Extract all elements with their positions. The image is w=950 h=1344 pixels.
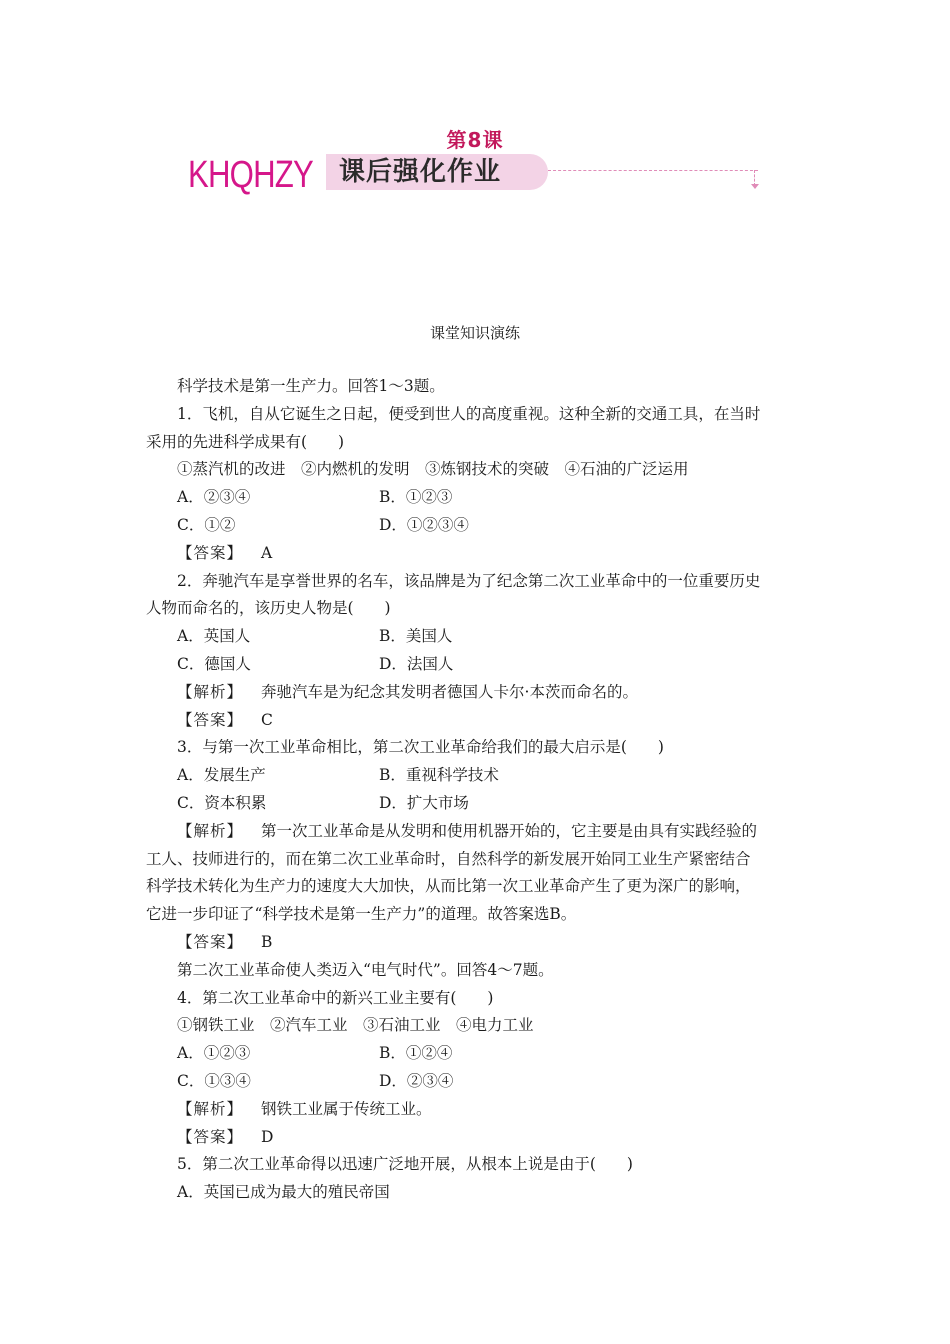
exercise-body — [146, 373, 808, 1207]
option-a: A．英国已成为最大的殖民帝国 — [177, 1183, 390, 1202]
question-1-stem-cont: 采用的先进科学成果有( ) — [146, 432, 345, 451]
answer-label: 【答案】 — [177, 543, 244, 562]
question-3-options-cd — [146, 790, 808, 818]
explanation-text: 奔驰汽车是为纪念其发明者德国人卡尔·本茨而命名的。 — [261, 682, 638, 701]
question-2-answer — [146, 707, 808, 735]
question-2-options-ab — [146, 623, 808, 651]
question-4-items: ①钢铁工业 ②汽车工业 ③石油工业 ④电力工业 — [177, 1016, 534, 1035]
intro-line: 第二次工业革命使人类迈入“电气时代”。回答4～7题。 — [177, 960, 554, 979]
option-d: D．扩大市场 — [379, 793, 469, 812]
answer-label: 【答案】 — [177, 710, 244, 729]
banner-title: 课后强化作业 — [339, 157, 502, 187]
answer-value: A — [261, 543, 273, 562]
question-4-stem: 4．第二次工业革命中的新兴工业主要有( ) — [177, 988, 494, 1007]
option-c: C．①③④ — [177, 1071, 251, 1090]
question-3-explanation-cont: 工人、技师进行的，而在第二次工业革命时，自然科学的新发展开始同工业生产紧密结合 — [146, 849, 751, 868]
option-b: B．①②④ — [379, 1044, 453, 1063]
question-4-options-ab — [146, 1040, 808, 1068]
question-3-explanation — [146, 818, 808, 846]
question-1-answer — [146, 540, 808, 568]
option-b: B．美国人 — [379, 627, 453, 646]
question-3-answer — [146, 929, 808, 957]
question-4-options-cd — [146, 1068, 808, 1096]
answer-value: C — [261, 710, 273, 729]
question-4-explanation — [146, 1096, 808, 1124]
question-5-stem: 5．第二次工业革命得以迅速广泛地开展，从根本上说是由于( ) — [177, 1155, 633, 1174]
option-d: D．①②③④ — [379, 515, 469, 534]
option-c: C．资本积累 — [177, 793, 267, 812]
question-4-answer — [146, 1124, 808, 1152]
answer-value: B — [261, 932, 273, 951]
option-a: A．②③④ — [177, 488, 251, 507]
intro-line: 科学技术是第一生产力。回答1～3题。 — [177, 377, 445, 395]
lesson-title: 第8课 — [446, 128, 504, 152]
option-d: D．法国人 — [379, 654, 454, 673]
section-title: 课堂知识演练 — [429, 324, 520, 342]
arrow-down-icon — [751, 184, 759, 189]
explanation-text: 钢铁工业属于传统工业。 — [261, 1099, 432, 1118]
banner-dashed-line — [548, 170, 758, 171]
option-b: B．重视科学技术 — [379, 766, 499, 785]
header-banner — [186, 150, 766, 202]
explanation-label: 【解析】 — [177, 682, 244, 701]
question-3-stem: 3．与第一次工业革命相比，第二次工业革命给我们的最大启示是( ) — [177, 738, 664, 757]
question-1-options-ab — [146, 484, 808, 512]
option-a: A．发展生产 — [177, 766, 266, 785]
question-2-explanation — [146, 679, 808, 707]
option-c: C．德国人 — [177, 654, 251, 673]
question-1-options-cd — [146, 512, 808, 540]
answer-label: 【答案】 — [177, 1127, 244, 1146]
option-b: B．①②③ — [379, 488, 453, 507]
question-2-options-cd — [146, 651, 808, 679]
option-c: C．①② — [177, 515, 236, 534]
question-1-stem: 1．飞机，自从它诞生之日起，便受到世人的高度重视。这种全新的交通工具，在当时 — [177, 404, 761, 423]
khqhzy-logo: KHQHZY — [188, 154, 313, 196]
question-3-options-ab — [146, 762, 808, 790]
answer-value: D — [261, 1127, 274, 1146]
option-a: A．英国人 — [177, 627, 251, 646]
question-2-stem: 2．奔驰汽车是享誉世界的名车，该品牌是为了纪念第二次工业革命中的一位重要历史 — [177, 571, 761, 590]
question-3-explanation-cont: 科学技术转化为生产力的速度大大加快，从而比第一次工业革命产生了更为深广的影响， — [146, 877, 751, 896]
answer-label: 【答案】 — [177, 932, 244, 951]
explanation-label: 【解析】 — [177, 1099, 244, 1118]
explanation-text: 第一次工业革命是从发明和使用机器开始的，它主要是由具有实践经验的 — [261, 821, 758, 840]
explanation-label: 【解析】 — [177, 821, 244, 840]
option-d: D．②③④ — [379, 1071, 454, 1090]
option-a: A．①②③ — [177, 1044, 251, 1063]
question-1-items: ①蒸汽机的改进 ②内燃机的发明 ③炼钢技术的突破 ④石油的广泛运用 — [177, 460, 689, 479]
question-2-stem-cont: 人物而命名的，该历史人物是( ) — [146, 599, 391, 618]
question-3-explanation-cont: 它进一步印证了“科学技术是第一生产力”的道理。故答案选B。 — [146, 905, 577, 924]
